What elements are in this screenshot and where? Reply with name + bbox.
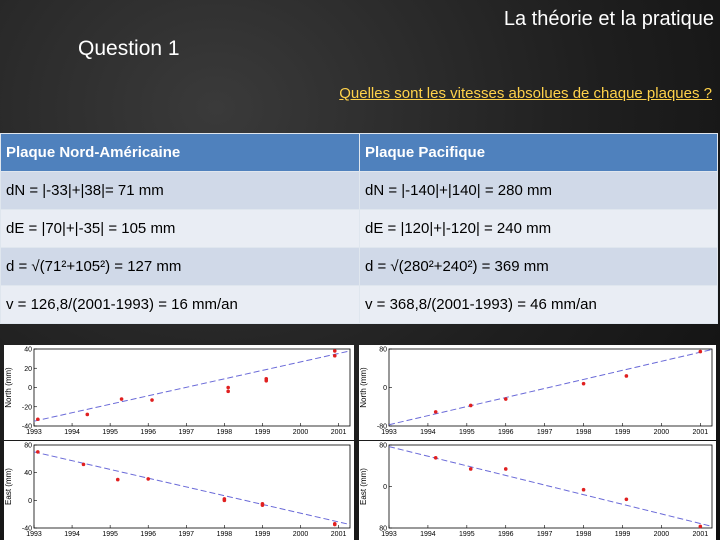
x-tick-label: 1993 [26, 429, 42, 436]
table-cell: dN = |-140|+|140| = 280 mm [360, 172, 718, 210]
table-cell: d = √(71²+105²) = 127 mm [1, 248, 360, 286]
x-tick-label: 2001 [330, 531, 347, 538]
y-tick-label: 0 [28, 497, 32, 505]
x-tick-label: 2000 [292, 429, 309, 436]
x-tick-label: 1996 [497, 531, 514, 538]
y-tick-label: 80 [379, 442, 387, 450]
data-point [116, 478, 120, 482]
x-tick-label: 1994 [420, 531, 436, 538]
x-tick-label: 2000 [653, 429, 670, 436]
data-point [333, 354, 337, 358]
table-cell: dN = |-33|+|38|= 71 mm [1, 172, 360, 210]
x-tick-label: 1997 [536, 531, 553, 538]
plot-svg [359, 345, 716, 440]
north-american-east-plot [4, 441, 354, 540]
y-tick-label: 0 [383, 385, 387, 392]
data-point [36, 417, 40, 421]
data-point [333, 522, 337, 526]
x-tick-label: 1995 [459, 429, 475, 436]
slide-title: La théorie et la pratique [503, 8, 714, 30]
x-tick-label: 1998 [575, 531, 592, 538]
data-point [434, 456, 438, 460]
table-row [1, 210, 718, 248]
table-header-row [1, 134, 718, 172]
data-point [504, 397, 508, 401]
data-point [504, 467, 508, 471]
header-pacific-plate: Plaque Pacifique [360, 134, 718, 172]
plot-svg [359, 441, 716, 540]
data-point [146, 477, 150, 481]
plot-svg [4, 441, 354, 540]
y-axis-label: East (mm) [4, 468, 13, 505]
y-tick-label: 40 [24, 470, 32, 478]
data-point [434, 410, 438, 414]
table-row [1, 286, 718, 324]
x-tick-label: 2000 [653, 531, 670, 538]
data-point [582, 382, 586, 386]
y-tick-label: 20 [24, 365, 32, 373]
trend-line [34, 351, 350, 421]
results-table [0, 133, 718, 324]
x-tick-label: 1999 [254, 531, 271, 538]
header-north-american-plate: Plaque Nord-Américaine [1, 134, 360, 172]
data-point [699, 350, 703, 354]
x-tick-label: 1996 [497, 429, 514, 436]
trend-line [389, 447, 712, 527]
y-tick-label: -40 [21, 525, 32, 533]
x-tick-label: 1999 [614, 429, 631, 436]
table-row [1, 172, 718, 210]
y-axis-label: North (mm) [4, 367, 13, 408]
data-point [625, 497, 629, 501]
trend-line [34, 452, 350, 525]
data-point [469, 467, 473, 471]
data-point [150, 398, 154, 402]
y-tick-label: -80 [376, 423, 387, 431]
table-cell: v = 368,8/(2001-1993) = 46 mm/an [360, 286, 718, 324]
x-tick-label: 1998 [575, 429, 592, 436]
x-tick-label: 1993 [26, 531, 42, 538]
x-tick-label: 1998 [216, 531, 233, 538]
y-tick-label: 80 [379, 525, 387, 533]
x-tick-label: 2001 [692, 429, 709, 436]
data-point [264, 377, 268, 381]
pacific-east-plot [359, 441, 716, 540]
data-point [223, 499, 227, 503]
x-tick-label: 1995 [459, 531, 475, 538]
plot-frame [34, 445, 350, 528]
x-tick-label: 2001 [692, 531, 709, 538]
data-point [625, 374, 629, 378]
x-tick-label: 1996 [140, 429, 157, 436]
x-tick-label: 1997 [178, 429, 195, 436]
data-point [582, 488, 586, 492]
x-tick-label: 1993 [381, 531, 397, 538]
y-tick-label: 0 [28, 385, 32, 392]
question-number: Question 1 [78, 37, 180, 60]
data-point [36, 450, 40, 454]
x-tick-label: 1997 [536, 429, 553, 436]
table-cell: dE = |120|+|-120| = 240 mm [360, 210, 718, 248]
y-tick-label: 80 [24, 442, 32, 450]
x-tick-label: 2000 [292, 531, 309, 538]
pacific-north-plot [359, 345, 716, 440]
y-axis-label: East (mm) [359, 468, 368, 505]
x-tick-label: 2001 [330, 429, 347, 436]
y-tick-label: 80 [379, 346, 387, 354]
x-tick-label: 1995 [102, 531, 118, 538]
x-tick-label: 1997 [178, 531, 195, 538]
plot-frame [34, 349, 350, 426]
plot-svg [4, 345, 354, 440]
table-cell: dE = |70|+|-35| = 105 mm [1, 210, 360, 248]
data-point [82, 463, 86, 467]
x-tick-label: 1996 [140, 531, 157, 538]
question-link[interactable]: Quelles sont les vitesses absolues de chaque plaques ? [339, 85, 712, 102]
data-point [226, 386, 230, 390]
data-point [226, 390, 230, 394]
x-tick-label: 1994 [64, 531, 80, 538]
trend-line [389, 350, 712, 425]
y-tick-label: -20 [21, 404, 32, 412]
x-tick-label: 1993 [381, 429, 397, 436]
y-axis-label: North (mm) [359, 367, 368, 408]
y-tick-label: 40 [24, 346, 32, 354]
table-cell: d = √(280²+240²) = 369 mm [360, 248, 718, 286]
y-tick-label: -40 [21, 423, 32, 431]
x-tick-label: 1999 [254, 429, 271, 436]
data-point [699, 525, 703, 529]
north-american-north-plot [4, 345, 354, 440]
y-tick-label: 0 [383, 484, 387, 491]
table-row [1, 248, 718, 286]
x-tick-label: 1995 [102, 429, 118, 436]
x-tick-label: 1994 [64, 429, 80, 436]
data-point [120, 397, 124, 401]
x-tick-label: 1994 [420, 429, 436, 436]
data-point [469, 404, 473, 408]
x-tick-label: 1999 [614, 531, 631, 538]
data-point [261, 503, 265, 507]
x-tick-label: 1998 [216, 429, 233, 436]
data-point [86, 413, 90, 417]
data-point [333, 349, 337, 353]
table-cell: v = 126,8/(2001-1993) = 16 mm/an [1, 286, 360, 324]
